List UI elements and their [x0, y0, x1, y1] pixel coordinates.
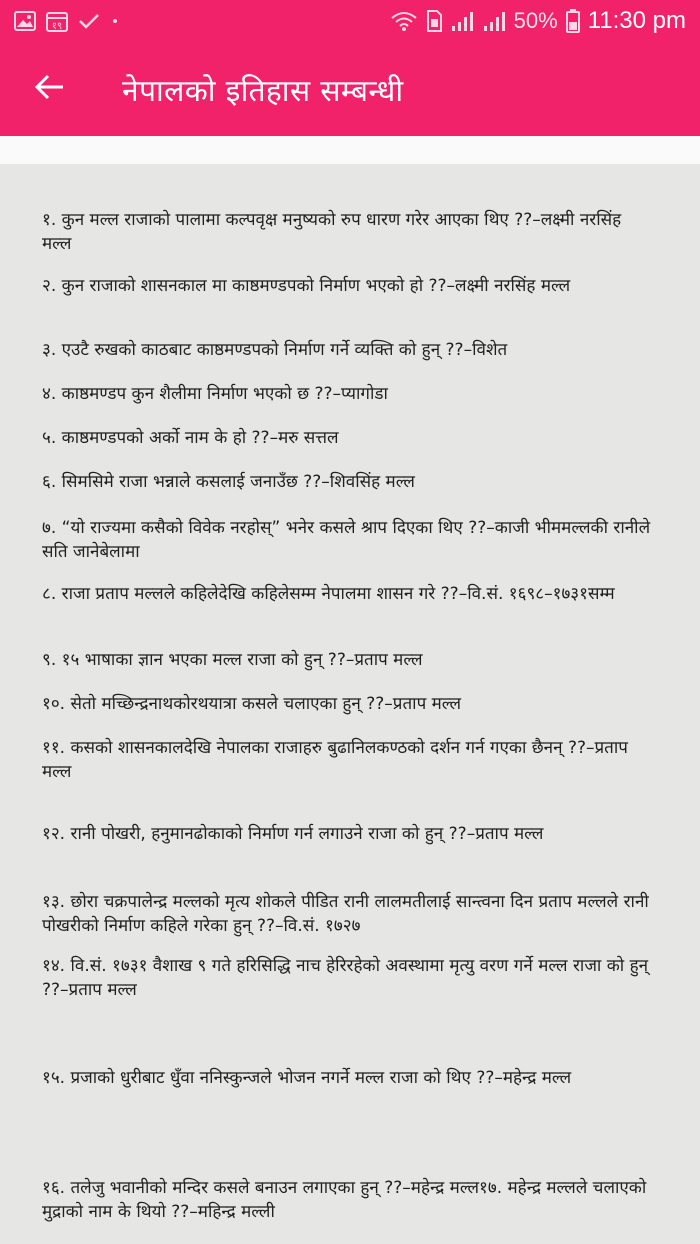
- list-item: १४. वि.सं. १७३१ वैशाख ९ गते हरिसिद्धि नाच हेरिरहेको अवस्थामा मृत्यु वरण गर्ने मल्ल राजा को हुन् ??–प्रताप मल्ल: [42, 956, 649, 1000]
- gallery-icon: [14, 11, 36, 31]
- app-bar: [0, 42, 700, 136]
- list-item: १०. सेतो मच्छिन्द्रनाथकोरथयात्रा कसले चलाएका हुन् ??–प्रताप मल्ल: [42, 694, 461, 714]
- content-area[interactable]: [0, 164, 700, 1244]
- signal-icon: [482, 10, 506, 32]
- list-item: ७. “यो राज्यमा कसैको विवेक नरहोस्” भनेर कसले श्राप दिएका थिए ??–काजी भीममल्लकी रानीले सति जानेबेलामा: [42, 518, 651, 562]
- list-item: ८. राजा प्रताप मल्लले कहिलेदेखि कहिलेसम्म नेपालमा शासन गरे ??–वि.सं. १६९८–१७३१सम्म: [42, 584, 615, 604]
- list-item: २. कुन राजाको शासनकाल मा काष्ठमण्डपको निर्माण भएको हो ??–लक्ष्मी नरसिंह मल्ल: [42, 276, 571, 296]
- list-item: ६. सिमसिमे राजा भन्नाले कसलाई जनाउँछ ??–शिवसिंह मल्ल: [42, 472, 415, 492]
- list-item: १५. प्रजाको धुरीबाट धुँवा ननिस्कुन्जले भोजन नगर्ने मल्ल राजा को थिए ??–महेन्द्र मल्ल: [42, 1068, 572, 1088]
- sim-icon: [426, 10, 442, 32]
- list-item: १२. रानी पोखरी, हनुमानढोकाको निर्माण गर्न लगाउने राजा को हुन् ??–प्रताप मल्ल: [42, 824, 544, 844]
- arrow-left-icon: [33, 73, 65, 105]
- back-button[interactable]: [14, 54, 84, 124]
- battery-percent: 50%: [513, 8, 558, 33]
- dot-icon: [110, 16, 120, 26]
- list-item: ४. काष्ठमण्डप कुन शैलीमा निर्माण भएको छ ??–प्यागोडा: [42, 384, 388, 404]
- list-item: ३. एउटै रुखको काठबाट काष्ठमण्डपको निर्माण गर्ने व्यक्ति को हुन् ??–विशेत: [42, 340, 508, 360]
- page-title: नेपालको इतिहास सम्बन्धी: [122, 73, 404, 109]
- wifi-icon: [390, 10, 418, 32]
- battery-icon: [566, 9, 580, 33]
- check-icon: [78, 12, 100, 30]
- clock: 11:30 pm: [587, 7, 686, 34]
- list-item: ११. कसको शासनकालदेखि नेपालका राजाहरु बुढानिलकण्ठको दर्शन गर्न गएका छैनन् ??–प्रताप मल्ल: [42, 738, 628, 782]
- list-item: ९. १५ भाषाका ज्ञान भएका मल्ल राजा को हुन् ??–प्रताप मल्ल: [42, 650, 423, 670]
- calendar-icon: [46, 10, 68, 32]
- content-top-strip: [0, 136, 700, 164]
- signal-icon: [450, 10, 474, 32]
- status-right-icons: [390, 7, 686, 35]
- list-item: १३. छोरा चक्रपालेन्द्र मल्लको मृत्य शोकले पीडित रानी लालमतीलाई सान्त्वना दिन प्रताप मल्लले रानी पोखरीको निर्माण कहिले गरेका हुन् ??–वि.सं. १७२७: [42, 892, 649, 936]
- list-item: १. कुन मल्ल राजाको पालामा कल्पवृक्ष मनुष्यको रुप धारण गरेर आएका थिए ??–लक्ष्मी नरसिंह मल्ल: [42, 210, 622, 254]
- list-item: १६. तलेजु भवानीको मन्दिर कसले बनाउन लगाएका हुन् ??–महेन्द्र मल्ल१७. महेन्द्र मल्लले चलाएको मुद्राको नाम के थियो ??–महिन्द्र मल्ली: [42, 1178, 647, 1222]
- status-bar: [0, 0, 700, 42]
- status-left-icons: [14, 10, 120, 32]
- list-item: ५. काष्ठमण्डपको अर्को नाम के हो ??–मरु सत्तल: [42, 428, 339, 448]
- svg-text:१९: १९: [51, 21, 63, 32]
